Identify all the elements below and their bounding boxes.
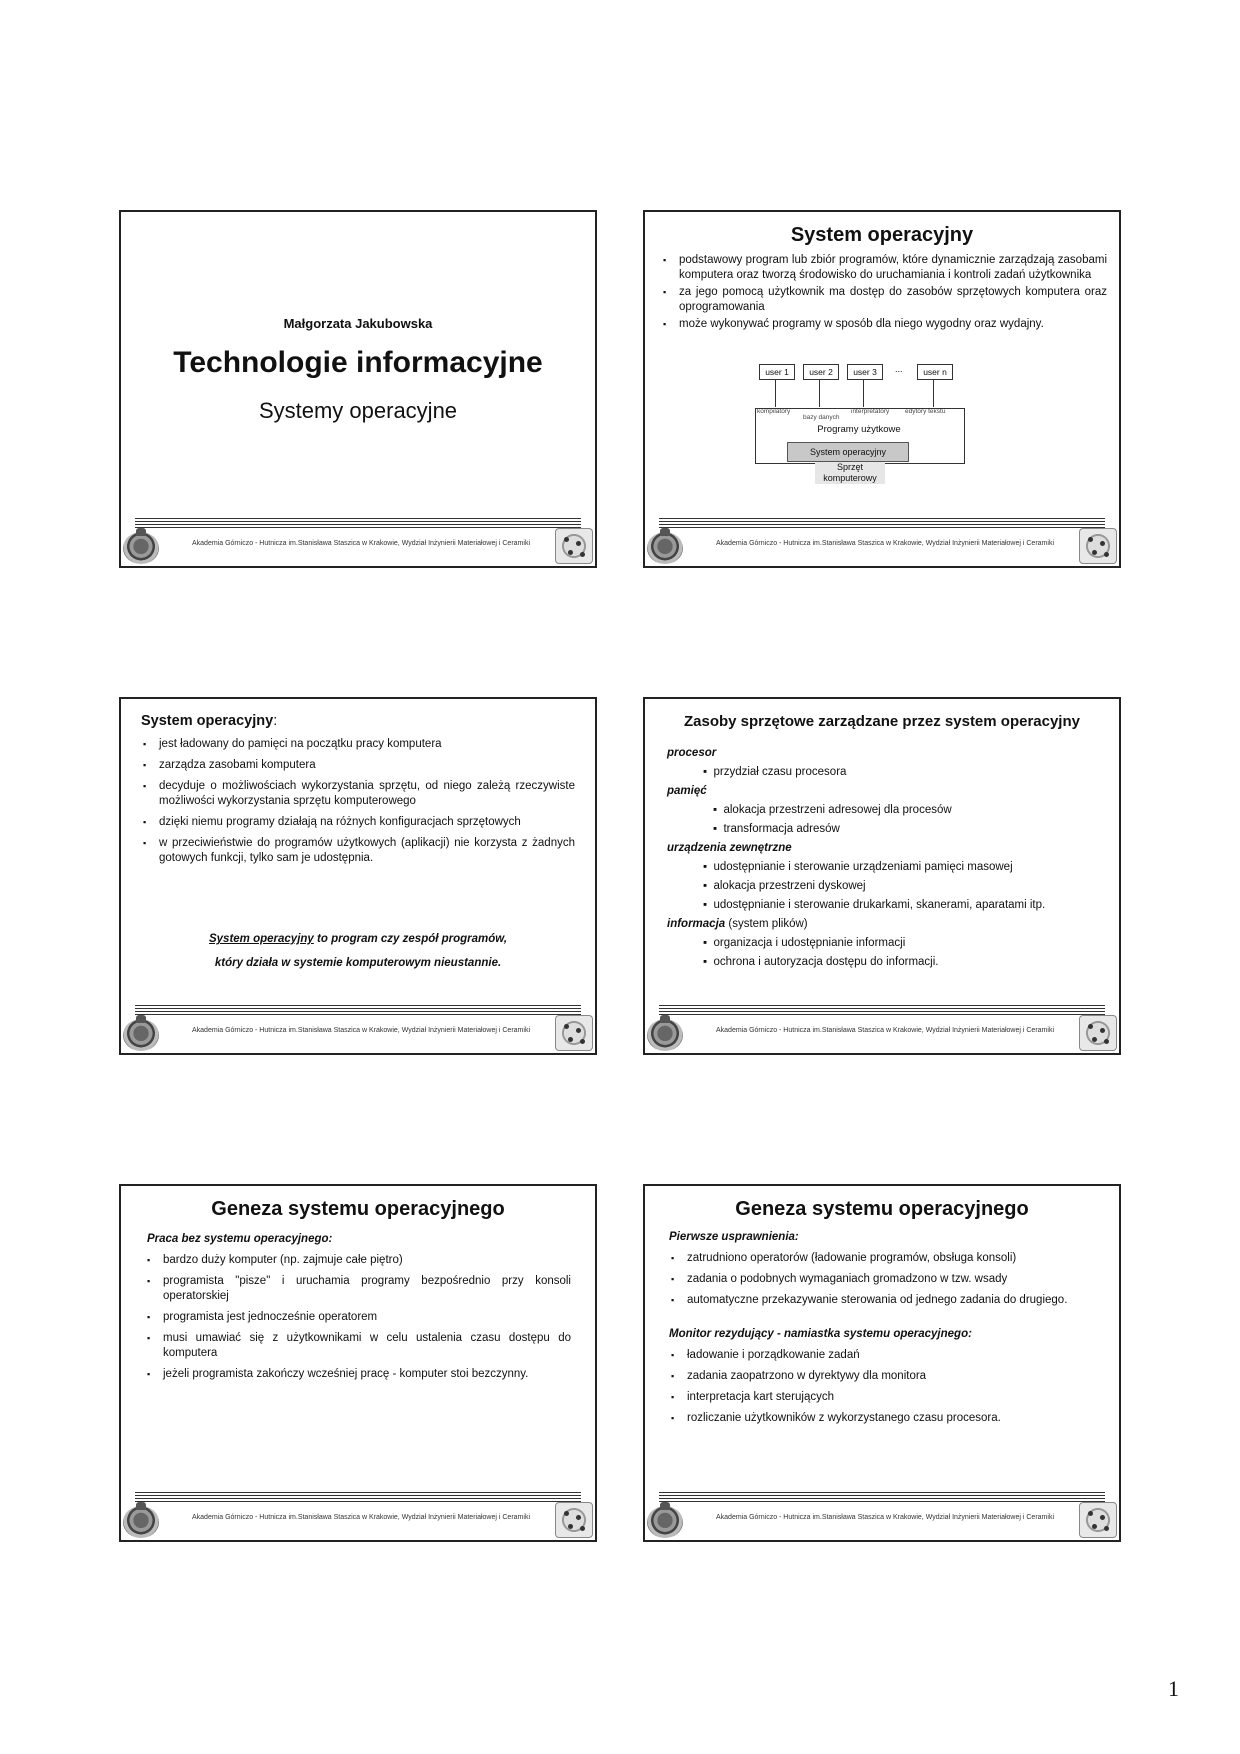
- slide-title: Geneza systemu operacyjnego: [735, 1198, 1029, 1220]
- list-item: ▪ może wykonywać programy w sposób dla niego wygodny oraz wydajny.: [661, 317, 1107, 332]
- list-item: ▪ alokacja przestrzeni dyskowej: [703, 880, 866, 892]
- author-name: Małgorzata Jakubowska: [283, 316, 433, 331]
- list-item: ▪ bardzo duży komputer (np. zajmuje całe piętro): [145, 1253, 571, 1268]
- footer-text: Akademia Górniczo - Hutnicza im.Stanisława Staszica w Krakowie, Wydział Inżynierii Materiałowej i Ceramiki: [192, 1514, 530, 1521]
- definition-term: System operacyjny: [208, 933, 314, 945]
- slide-title: [119, 210, 597, 568]
- footer-text: Akademia Górniczo - Hutnicza im.Stanisława Staszica w Krakowie, Wydział Inżynierii Materiałowej i Ceramiki: [192, 1027, 530, 1034]
- list-item: ▪ decyduje o możliwościach wykorzystania sprzętu, od niego zależą rzeczywiste możliwości wykorzystania sprzętu komputerowego: [141, 779, 575, 809]
- university-crest-icon: [647, 1506, 683, 1538]
- list-item: ▪ programista "pisze" i uruchamia programy bezpośrednio przy konsoli operatorskiej: [145, 1274, 571, 1304]
- slide-system-operacyjny: [643, 210, 1121, 568]
- bullet-list: [141, 737, 575, 866]
- subheading: Pierwsze usprawnienia:: [669, 1231, 799, 1243]
- page-number: 1: [1168, 1676, 1179, 1701]
- subheading: Monitor rezydujący - namiastka systemu operacyjnego:: [669, 1328, 972, 1340]
- lecture-subtitle: Systemy operacyjne: [258, 398, 458, 423]
- list-item: ▪ jest ładowany do pamięci na początku pracy komputera: [141, 737, 575, 752]
- slide-footer: [645, 518, 1119, 566]
- slide-heading: [141, 713, 595, 729]
- university-crest-icon: [647, 1019, 683, 1051]
- list-item: ▪ organizacja i udostępnianie informacji: [703, 937, 906, 949]
- programs-label: Programy użytkowe: [817, 424, 901, 435]
- course-title: Technologie informacyjne: [173, 346, 543, 379]
- resource-groups: [667, 744, 1105, 972]
- list-item: ▪ transformacja adresów: [713, 823, 840, 835]
- list-item: ▪ zadania zaopatrzono w dyrektywy dla monitora: [669, 1369, 1097, 1384]
- slide-title: Zasoby sprzętowe zarządzane przez system operacyjny: [684, 713, 1080, 730]
- heading-text: System operacyjny: [141, 713, 274, 729]
- list-item: ▪ ładowanie i porządkowanie zadań: [669, 1348, 1097, 1363]
- slide-footer: [121, 518, 595, 566]
- slide-genesis-2: [643, 1184, 1121, 1542]
- slide-os-features: [119, 697, 597, 1055]
- group-label: pamięć: [667, 785, 707, 797]
- list-item: ▪ przydział czasu procesora: [703, 766, 847, 778]
- list-item: ▪ zatrudniono operatorów (ładowanie programów, obsługa konsoli): [669, 1251, 1097, 1266]
- slide-title: Geneza systemu operacyjnego: [211, 1198, 505, 1220]
- group-label: urządzenia zewnętrzne: [667, 842, 792, 854]
- university-crest-icon: [647, 532, 683, 564]
- definition-text: to program czy zespół programów,: [313, 933, 508, 945]
- hardware-box: [815, 462, 885, 484]
- list-item: ▪ zadania o podobnych wymaganiach gromadzono w tzw. wsady: [669, 1272, 1097, 1287]
- diagram-label: kompilatory: [757, 408, 791, 415]
- slide-footer: [121, 1005, 595, 1053]
- hardware-line: Sprzęt: [836, 462, 863, 472]
- slide-footer: [645, 1005, 1119, 1053]
- os-layer-diagram: [755, 364, 985, 498]
- group-label: informacja (system plików): [667, 918, 808, 930]
- university-crest-icon: [123, 1506, 159, 1538]
- faculty-logo-icon: [555, 1015, 593, 1051]
- slide-hardware-resources: [643, 697, 1121, 1055]
- university-crest-icon: [123, 1019, 159, 1051]
- hardware-line: komputerowy: [823, 473, 877, 483]
- list-item: ▪ udostępnianie i sterowanie urządzeniami pamięci masowej: [703, 861, 1013, 873]
- university-crest-icon: [123, 532, 159, 564]
- os-box: System operacyjny: [787, 442, 909, 462]
- list-item: ▪ automatyczne przekazywanie sterowania od jednego zadania do drugiego.: [669, 1293, 1097, 1308]
- faculty-logo-icon: [1079, 1502, 1117, 1538]
- list-item: ▪ zarządza zasobami komputera: [141, 758, 575, 773]
- footer-text: Akademia Górniczo - Hutnicza im.Stanisława Staszica w Krakowie, Wydział Inżynierii Materiałowej i Ceramiki: [716, 1027, 1054, 1034]
- footer-text: Akademia Górniczo - Hutnicza im.Stanisława Staszica w Krakowie, Wydział Inżynierii Materiałowej i Ceramiki: [716, 540, 1054, 547]
- footer-text: Akademia Górniczo - Hutnicza im.Stanisława Staszica w Krakowie, Wydział Inżynierii Materiałowej i Ceramiki: [192, 540, 530, 547]
- slide-genesis-1: [119, 1184, 597, 1542]
- subheading: Praca bez systemu operacyjnego:: [147, 1233, 333, 1245]
- user-box: user 1: [759, 364, 795, 380]
- bullet-list: [669, 1348, 1097, 1426]
- footer-text: Akademia Górniczo - Hutnicza im.Stanisława Staszica w Krakowie, Wydział Inżynierii Materiałowej i Ceramiki: [716, 1514, 1054, 1521]
- slide-footer: [645, 1492, 1119, 1540]
- slide-title: System operacyjny: [790, 224, 974, 246]
- list-item: ▪ w przeciwieństwie do programów użytkowych (aplikacji) nie korzysta z żadnych gotowych funkcji, tylko sam je udostępnia.: [141, 836, 575, 866]
- user-box: user 2: [803, 364, 839, 380]
- os-definition: [121, 927, 595, 975]
- definition-text: który działa w systemie komputerowym nieustannie.: [214, 957, 502, 969]
- user-box: user 3: [847, 364, 883, 380]
- list-item: ▪ podstawowy program lub zbiór programów, które dynamicznie zarządzają zasobami komputera oraz tworzą środowisko do uruchamiania i kontroli zadań użytkownika: [661, 253, 1107, 283]
- list-item: ▪ musi umawiać się z użytkownikami w celu ustalenia czasu dostępu do komputera: [145, 1331, 571, 1361]
- heading-colon: :: [273, 713, 278, 729]
- faculty-logo-icon: [1079, 528, 1117, 564]
- slide-footer: [121, 1492, 595, 1540]
- group-label: procesor: [667, 747, 717, 759]
- bullet-list: [145, 1253, 571, 1382]
- bullet-list: [669, 1251, 1097, 1308]
- faculty-logo-icon: [555, 1502, 593, 1538]
- list-item: ▪ udostępnianie i sterowanie drukarkami, skanerami, aparatami itp.: [703, 899, 1046, 911]
- list-item: ▪ dzięki niemu programy działają na różnych konfiguracjach sprzętowych: [141, 815, 575, 830]
- list-item: ▪ ochrona i autoryzacja dostępu do informacji.: [703, 956, 939, 968]
- diagram-label: edytory tekstu: [905, 408, 946, 415]
- list-item: ▪ interpretacja kart sterujących: [669, 1390, 1097, 1405]
- faculty-logo-icon: [555, 528, 593, 564]
- user-box: user n: [917, 364, 953, 380]
- ellipsis: ...: [895, 364, 903, 374]
- list-item: ▪ za jego pomocą użytkownik ma dostęp do zasobów sprzętowych komputera oraz oprogramowania: [661, 285, 1107, 315]
- list-item: ▪ alokacja przestrzeni adresowej dla procesów: [713, 804, 952, 816]
- faculty-logo-icon: [1079, 1015, 1117, 1051]
- list-item: ▪ jeżeli programista zakończy wcześniej pracę - komputer stoi bezczynny.: [145, 1367, 571, 1382]
- diagram-label: bazy danych: [803, 414, 840, 421]
- bullet-list: [661, 253, 1107, 332]
- diagram-label: interpretatory: [851, 408, 890, 415]
- list-item: ▪ programista jest jednocześnie operatorem: [145, 1310, 571, 1325]
- list-item: ▪ rozliczanie użytkowników z wykorzystanego czasu procesora.: [669, 1411, 1097, 1426]
